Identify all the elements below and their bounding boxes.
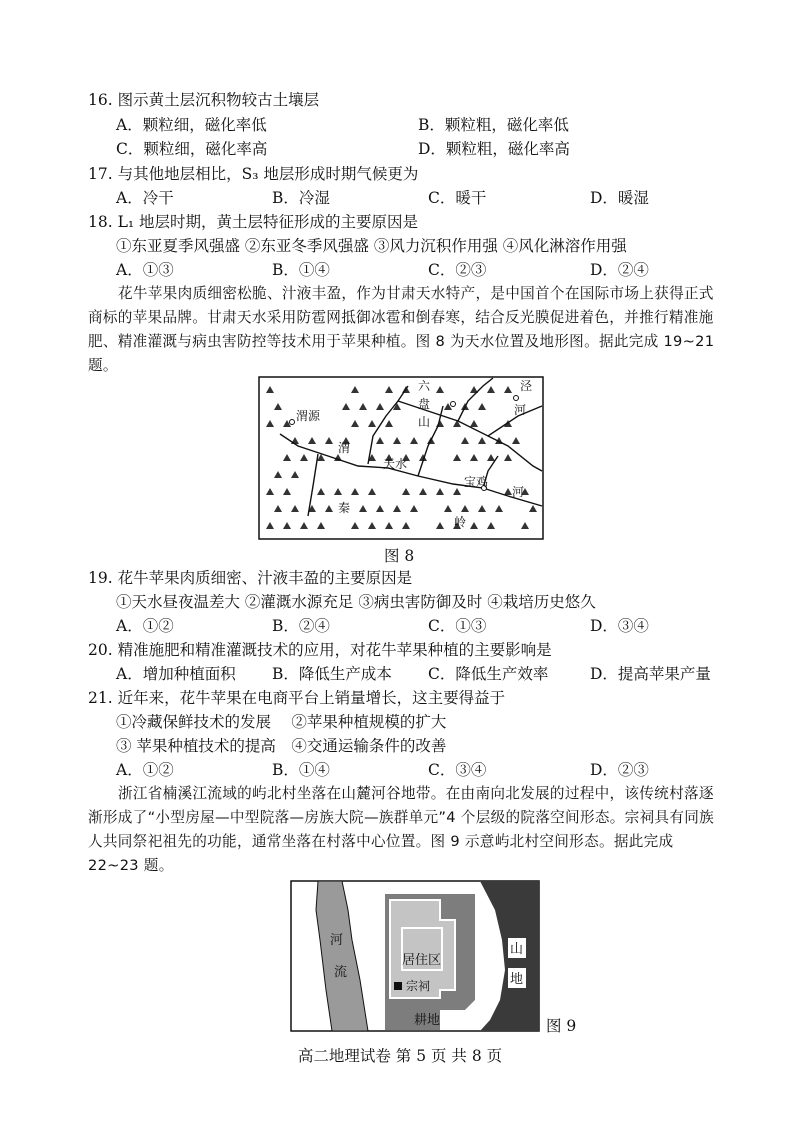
q19-option-d[interactable]: D．③④	[590, 617, 649, 635]
question-21-stem: 21. 近年来，花牛苹果在电商平台上销量增长，这主要得益于	[88, 689, 506, 707]
label-temple: 宗祠	[406, 979, 431, 993]
q18-statements: ①东亚夏季风强盛 ②东亚冬季风强盛 ③风力沉积作用强 ④风化淋溶作用强	[116, 237, 627, 255]
passage-village	[88, 782, 728, 878]
label-mountain-di: 地	[510, 972, 524, 987]
label-river-he: 河	[330, 933, 344, 948]
q20-option-a[interactable]: A．增加种植面积	[116, 665, 236, 683]
label-pan: 盘	[418, 397, 431, 411]
question-17-stem: 17. 与其他地层相比，S₃ 地层形成时期气候更为	[88, 165, 419, 183]
q19-option-b[interactable]: B．②④	[272, 617, 330, 635]
q18-option-b[interactable]: B．①④	[272, 261, 330, 279]
label-residential: 居住区	[402, 953, 442, 968]
label-qin: 秦	[338, 501, 351, 515]
q17-option-a[interactable]: A．冷干	[116, 189, 174, 207]
page-footer: 高二地理试卷 第 5 页 共 8 页	[297, 1047, 503, 1065]
q17-option-d[interactable]: D．暖湿	[590, 189, 649, 207]
yubei-village-map	[290, 880, 540, 1032]
passage-apple-text: 花牛苹果肉质细密松脆、汁液丰盈，作为甘肃天水特产，是中国首个在国际市场上获得正式商标的苹果品牌。甘肃天水采用防雹网抵御冰雹和倒春寒，结合反光膜促进着色，并推行精准施肥、精准灌溉与病虫害防控等技术用于苹果种植。图 8 为天水位置及地形图。据此完成 19~21 题。	[88, 285, 715, 374]
label-baoji: 宝鸡	[464, 475, 489, 489]
q18-option-d[interactable]: D．②④	[590, 261, 649, 279]
label-farmland: 耕地	[414, 1013, 441, 1028]
label-jing-he: 河	[514, 403, 527, 417]
q20-option-c[interactable]: C．降低生产效率	[428, 665, 549, 683]
label-mountain-shan: 山	[510, 942, 524, 957]
figure-8-map	[258, 376, 544, 540]
q19-statements: ①天水昼夜温差大 ②灌溉水源充足 ③病虫害防御及时 ④栽培历史悠久	[116, 593, 596, 611]
q16-option-a[interactable]: A．颗粒细，磁化率低	[116, 116, 267, 134]
label-weiyuan: 渭源	[296, 409, 321, 423]
q18-option-a[interactable]: A．①③	[116, 261, 174, 279]
label-wei: 渭	[338, 441, 351, 455]
q19-option-a[interactable]: A．①②	[116, 617, 174, 635]
label-he: 河	[512, 485, 525, 499]
q17-option-b[interactable]: B．冷湿	[272, 189, 330, 207]
figure-9-map	[290, 880, 540, 1032]
q21-option-d[interactable]: D．②③	[590, 761, 649, 779]
passage-apple	[88, 282, 728, 378]
figure-9-caption: 图 9	[546, 1017, 577, 1035]
label-ling: 岭	[454, 515, 467, 529]
label-river-liu: 流	[334, 965, 348, 980]
q19-option-c[interactable]: C．①③	[428, 617, 487, 635]
q21-statements-line2: ③ 苹果种植技术的提高 ④交通运输条件的改善	[116, 737, 447, 755]
question-18-stem: 18. L₁ 地层时期，黄土层特征形成的主要原因是	[88, 213, 419, 231]
q20-option-b[interactable]: B．降低生产成本	[272, 665, 392, 683]
temple-icon	[394, 982, 402, 990]
q21-statements-line1: ①冷藏保鲜技术的发展 ②苹果种植规模的扩大	[116, 713, 447, 731]
q21-option-a[interactable]: A．①②	[116, 761, 174, 779]
label-tianshui: 天水	[383, 457, 408, 471]
label-jing: 泾	[520, 379, 533, 393]
q21-option-b[interactable]: B．①④	[272, 761, 330, 779]
label-shan: 山	[418, 415, 431, 429]
question-19-stem: 19. 花牛苹果肉质细密、汁液丰盈的主要原因是	[88, 569, 413, 587]
passage-village-text: 浙江省楠溪江流域的屿北村坐落在山麓河谷地带。在由南向北发展的过程中，该传统村落逐渐形成了“小型房屋—中型院落—房族大院—族群单元”4 个层级的院落空间形态。宗祠具有同族人共同祭祀祖先的功能，通常坐落在村落中心位置。图 9 示意屿北村空间形态。据此完成 22~23 题。	[88, 785, 714, 874]
figure-8-caption: 图 8	[384, 547, 415, 565]
q21-option-c[interactable]: C．③④	[428, 761, 487, 779]
label-liu: 六	[418, 379, 431, 393]
tianshui-terrain-map	[258, 376, 544, 540]
q16-option-b[interactable]: B．颗粒粗，磁化率低	[418, 116, 569, 134]
q16-option-c[interactable]: C．颗粒细，磁化率高	[116, 140, 268, 158]
question-16-stem: 16. 图示黄土层沉积物较古土壤层	[88, 91, 320, 109]
question-20-stem: 20. 精准施肥和精准灌溉技术的应用，对花牛苹果种植的主要影响是	[88, 641, 552, 659]
q16-option-d[interactable]: D．颗粒粗，磁化率高	[418, 140, 570, 158]
q20-option-d[interactable]: D．提高苹果产量	[590, 665, 711, 683]
q18-option-c[interactable]: C．②③	[428, 261, 487, 279]
q17-option-c[interactable]: C．暖干	[428, 189, 487, 207]
